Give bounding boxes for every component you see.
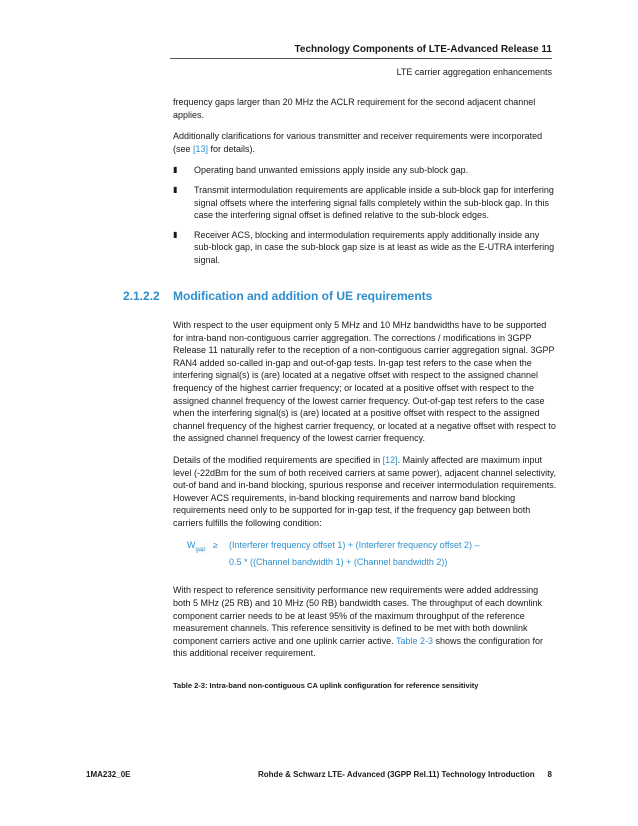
table-caption: Table 2-3: Intra-band non-contiguous CA uplink configuration for reference sensitivity	[173, 681, 479, 691]
bullet-icon: ▮	[173, 184, 178, 194]
section-body	[173, 319, 558, 693]
section-heading	[123, 289, 432, 303]
section-number: 2.1.2.2	[123, 289, 160, 303]
bullet-icon: ▮	[173, 165, 178, 175]
paragraph	[173, 130, 558, 155]
list-item-text: Operating band unwanted emissions apply inside any sub-block gap.	[194, 165, 469, 176]
page-number: 8	[547, 770, 552, 779]
formula-line-2: 0.5 * ((Channel bandwidth 1) + (Channel bandwidth 2))	[229, 556, 448, 567]
bullet-icon: ▮	[173, 229, 178, 239]
bullet-list	[173, 164, 558, 266]
header-divider	[170, 58, 552, 59]
paragraph: frequency gaps larger than 20 MHz the ACLR requirement for the second adjacent channel applies.	[173, 97, 536, 120]
section-title: Modification and addition of UE requirements	[173, 289, 433, 303]
formula	[173, 539, 558, 569]
paragraph-text: . Mainly affected are maximum input level (-22dBm for the sum of both received carriers at same power), adjacent channel selectivity, out-of band and in-band blocking, spurious response and receiver intermodulation requirements. However ACS requirements, in-band blocking requirements and narrow band blocking requirements need only to be supported for in-gap test, if the frequency gap between both carriers fulfills the following condition:	[173, 454, 557, 528]
list-item	[173, 229, 558, 267]
reference-link[interactable]: [12]	[382, 454, 398, 465]
paragraph-text: shows the configuration for this additional receiver requirement.	[173, 635, 544, 659]
document-id: 1MA232_0E	[86, 770, 131, 779]
list-item	[173, 184, 558, 222]
paragraph-text: With respect to reference sensitivity performance new requirements were added addressing both 5 MHz (25 RB) and 10 MHz (50 RB) bandwidth cases. The throughput of each downlink component carrier needs to be at least 95% of the maximum throughput of the reference measurement channels. This reference sensitivity is defined to be met with both downlink component carriers active and one uplink carrier active.	[173, 585, 543, 646]
formula-line-1: (Interferer frequency offset 1) + (Interferer frequency offset 2) –	[229, 539, 480, 550]
reference-link[interactable]: [13]	[193, 143, 209, 154]
paragraph-text: Additionally clarifications for various transmitter and receiver requirements were incorporated (see	[173, 131, 543, 154]
previous-section-body	[173, 96, 558, 276]
list-item-text: Receiver ACS, blocking and intermodulation requirements apply additionally inside any sub-block gap, in case the sub-block gap size is at least as wide as the E-UTRA interfering signal.	[194, 229, 555, 265]
formula-subscript: gap	[195, 546, 206, 553]
formula-symbol: W	[187, 539, 196, 550]
paragraph	[173, 454, 558, 530]
paragraph: With respect to the user equipment only 5 MHz and 10 MHz bandwidths have to be supported for intra-band non-contiguous carrier aggregation. The corrections / modifications in 3GPP Release 11 naturally refer to the reception of a non-contiguous carrier aggregation signal. 3GPP RAN4 added so-called in-gap and out-of-gap tests. In-gap test refers to the case when the interfering signal(s) is (are) located at a negative offset with respect to the assigned channel frequency of the highest carrier frequency; or located at a positive offset with respect to the assigned channel frequency of the lowest carrier frequency. Out-of-gap test refers to the case when the interfering signal(s) is (are) located at a positive offset with respect to the assigned channel frequency of the highest carrier frequency, or located at a negative offset with respect to the assigned channel frequency of the lowest carrier frequency.	[173, 320, 556, 444]
paragraph-text: Details of the modified requirements are specified in	[173, 454, 383, 465]
list-item-text: Transmit intermodulation requirements are applicable inside a sub-block gap for interfering signal offsets where the interfering signal falls completely within the sub-block gap. In this case the interfering signal offset is defined relative to the sub-block edges.	[194, 184, 554, 221]
formula-operator: ≥	[213, 539, 218, 550]
table-reference-link[interactable]: Table 2-3	[395, 635, 433, 646]
formula-lhs	[173, 539, 213, 556]
list-item	[173, 164, 558, 177]
running-header-subtitle: LTE carrier aggregation enhancements	[396, 67, 552, 77]
running-header-title: Technology Components of LTE-Advanced Release 11	[294, 44, 552, 55]
document-title: Rohde & Schwarz LTE- Advanced (3GPP Rel.11) Technology Introduction	[258, 770, 535, 779]
paragraph-text: for details).	[208, 143, 256, 154]
paragraph	[173, 584, 558, 660]
